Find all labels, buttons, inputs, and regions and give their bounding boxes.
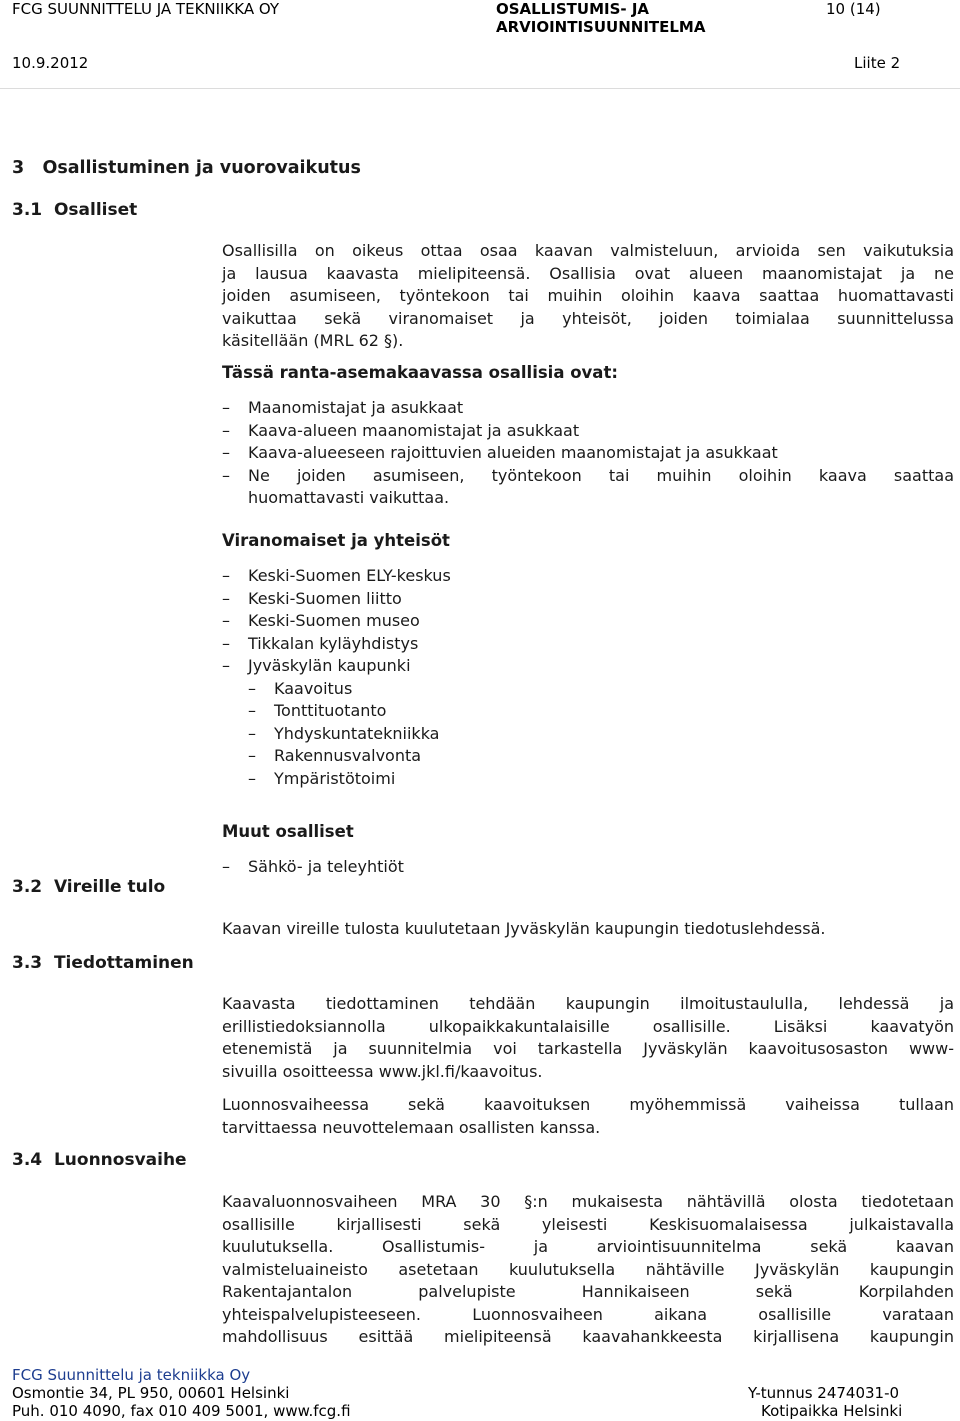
paragraph-line: valmisteluaineisto asetetaan kuulutuksella nähtäville Jyväskylän kaupungin [222, 1259, 954, 1279]
paragraph-line: vaikuttaa sekä viranomaiset ja yhteisöt, joiden toimialaa suunnittelussa [222, 308, 954, 328]
participants-list [222, 397, 954, 510]
list-subitem: – Rakennusvalvonta [248, 746, 422, 765]
header-title-line1: OSALLISTUMIS- JA [496, 0, 650, 18]
group-others-heading: Muut osalliset [222, 822, 354, 841]
paragraph-line: Kaavaluonnosvaiheen MRA 30 §:n mukaisesta nähtävillä olosta tiedotetaan [222, 1192, 954, 1211]
header-attachment: Liite 2 [854, 54, 901, 72]
paragraph-line: Luonnosvaiheessa sekä kaavoituksen myöhemmissä vaiheissa tullaan [222, 1095, 954, 1114]
paragraph-line: erillistiedoksiannolla ulkopaikkakuntalaisille osallisille. Lisäksi kaavatyön [222, 1016, 954, 1036]
paragraph-line: Kaavasta tiedottaminen tehdään kaupungin ilmoitustaululla, lehdessä ja [222, 994, 954, 1013]
list-item: – Tikkalan kyläyhdistys [222, 633, 419, 653]
list-item: – Kaava-alueen maanomistajat ja asukkaat [222, 420, 580, 440]
footer-company: FCG Suunnittelu ja tekniikka Oy [12, 1366, 251, 1384]
header-title-line2: ARVIOINTISUUNNITELMA [496, 18, 706, 36]
paragraph-line: tarvittaessa neuvottelemaan osallisten kanssa. [222, 1117, 601, 1137]
section-3-3-paragraph-2 [222, 1094, 954, 1139]
header-company: FCG SUUNNITTELU JA TEKNIIKKA OY [12, 0, 280, 18]
paragraph-line: mahdollisuus esittää mielipiteensä kaavahankkeesta kirjallisena kaupungin [222, 1327, 954, 1346]
section-3-1-paragraph [222, 240, 954, 353]
list-item: – Keski-Suomen museo [222, 611, 420, 630]
others-list [222, 856, 954, 879]
list-item: – Keski-Suomen liitto [222, 588, 402, 608]
section-3-1-heading: 3.1 Osalliset [12, 200, 138, 220]
section-3-2-heading: 3.2 Vireille tulo [12, 877, 166, 897]
section-3-3-heading: 3.3 Tiedottaminen [12, 953, 194, 973]
list-item: – Kaava-alueeseen rajoittuvien alueiden maanomistajat ja asukkaat [222, 443, 778, 462]
header-date: 10.9.2012 [12, 54, 89, 72]
group-authorities-heading: Viranomaiset ja yhteisöt [222, 531, 450, 550]
section-3-3-paragraph-1 [222, 993, 954, 1083]
paragraph-line: Osallisilla on oikeus ottaa osaa kaavan valmisteluun, arvioida sen vaikutuksia [222, 241, 954, 260]
section-3-4-paragraph [222, 1191, 954, 1349]
list-item: – Sähkö- ja teleyhtiöt [222, 857, 404, 876]
footer-domicile: Kotipaikka Helsinki [761, 1402, 903, 1420]
list-item: – Maanomistajat ja asukkaat [222, 398, 464, 417]
paragraph-line: joiden asumiseen, työntekoon tai muihin oloihin kaava saattaa huomattavasti [222, 286, 954, 305]
paragraph-line: kuulutuksella. Osallistumis- ja arviointisuunnitelma sekä kaavan [222, 1237, 954, 1256]
paragraph-line: etenemistä ja suunnitelmia voi tarkastella Jyväskylän kaavoitusosaston www- [222, 1039, 954, 1058]
list-subitem: – Ympäristötoimi [248, 768, 396, 788]
list-item: – Ne joiden asumiseen, työntekoon tai muihin oloihin kaava saattaa huomattavasti vaikuttaa. [222, 465, 954, 507]
header-page-number: 10 (14) [826, 0, 881, 18]
paragraph-line: Rakentajantalon palvelupiste Hannikaiseen sekä Korpilahden [222, 1282, 954, 1301]
list-subitem: – Kaavoitus [248, 678, 353, 698]
footer-contact: Puh. 010 4090, fax 010 409 5001, www.fcg.fi [12, 1402, 351, 1420]
footer-business-id: Y-tunnus 2474031-0 [748, 1384, 900, 1402]
section-3-4-heading: 3.4 Luonnosvaihe [12, 1150, 187, 1170]
footer-address: Osmontie 34, PL 950, 00601 Helsinki [12, 1384, 290, 1402]
header-rule [0, 88, 960, 89]
paragraph-line: yhteispalvelupisteeseen. Luonnosvaiheen aikana osallisille varataan [222, 1304, 954, 1324]
paragraph-line: sivuilla osoitteessa www.jkl.fi/kaavoitus. [222, 1061, 543, 1081]
list-subitem: – Tonttituotanto [248, 701, 387, 720]
paragraph-line: ja lausua kaavasta mielipiteensä. Osallisia ovat alueen maanomistajat ja ne [222, 263, 954, 283]
section-3-2-text: Kaavan vireille tulosta kuulutetaan Jyväskylän kaupungin tiedotuslehdessä. [222, 919, 826, 938]
list-item: – Jyväskylän kaupunki [222, 656, 411, 675]
section-3-heading: 3 Osallistuminen ja vuorovaikutus [12, 158, 361, 178]
authorities-list [222, 565, 954, 790]
paragraph-line: osallisille kirjallisesti sekä yleisesti Keskisuomalaisessa julkaistavalla [222, 1214, 954, 1234]
paragraph-line: käsitellään (MRL 62 §). [222, 331, 404, 350]
group-participants-heading: Tässä ranta-asemakaavassa osallisia ovat: [222, 363, 618, 382]
list-subitem: – Yhdyskuntatekniikka [248, 723, 440, 743]
list-item: – Keski-Suomen ELY-keskus [222, 566, 451, 585]
